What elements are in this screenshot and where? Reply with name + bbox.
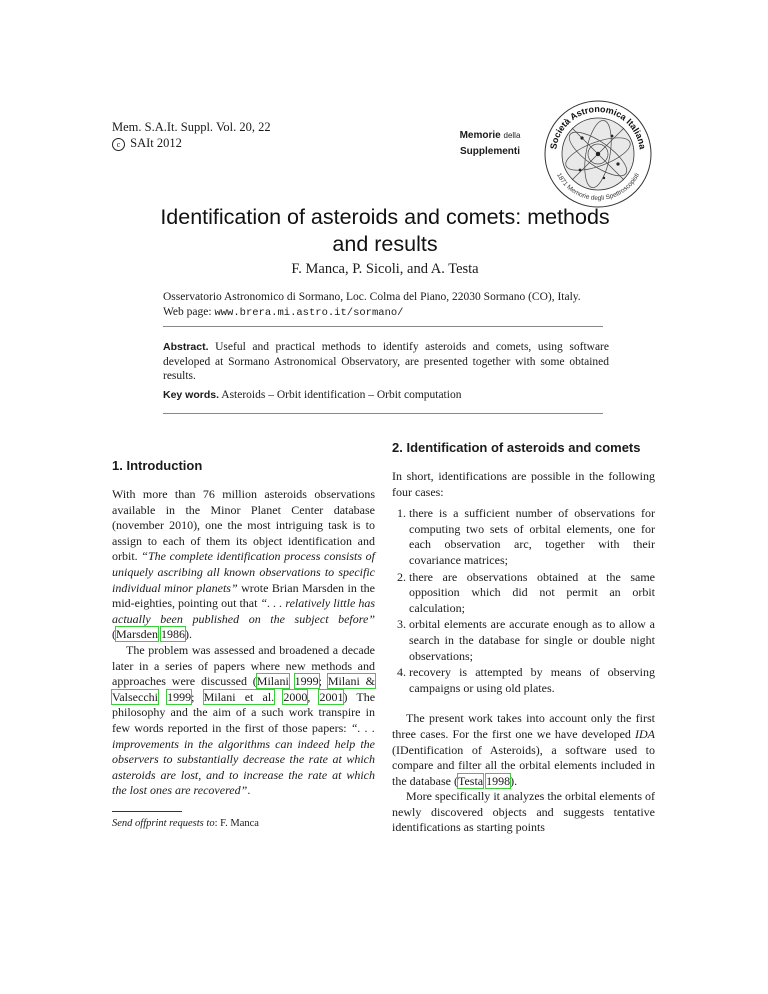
journal-header	[112, 119, 271, 151]
keywords	[163, 389, 609, 401]
paper-title	[80, 204, 690, 258]
keywords-text: Asteroids – Orbit identification – Orbit computation	[219, 389, 462, 401]
series-sub: Supplementi	[459, 146, 520, 157]
citation-link[interactable]: 1999	[294, 674, 319, 689]
citation-link[interactable]: 2001	[319, 689, 344, 704]
list-item: 4. recovery is attempted by means of observing campaigns or using old plates.	[409, 665, 655, 696]
paragraph: More specifically it analyzes the orbital elements of newly discovered objects and suggests tentative identifications as starting points	[392, 789, 655, 835]
footnote-rule	[112, 811, 182, 812]
abstract-label: Abstract.	[163, 341, 209, 353]
section-heading-introduction: 1. Introduction	[112, 458, 203, 473]
copyright-line	[112, 135, 271, 151]
footnote: Send offprint requests to: F. Manca	[112, 817, 259, 829]
paragraph: The problem was assessed and broadened a decade later in a series of papers where new methods and approaches were discussed (Milani 1999; Milani & Valsecchi 1999; Milani et al. 2000, 2001) The philosophy and the aim of a such work transpire in few words reported in the first of those papers: “. . . improvements in the algorithms can indeed help the observers to substantially decrease the rate at which asteroids are lost, and to increase the rate at which the lost ones are recovered”.	[112, 642, 376, 798]
citation-link[interactable]: 1986	[161, 627, 185, 642]
copyright-icon: c	[112, 138, 125, 151]
affiliation	[163, 290, 643, 320]
citation-link[interactable]: Testa	[457, 773, 484, 788]
list-item: 3. orbital elements are accurate enough as to allow a search in the database for single or double night observations;	[409, 617, 655, 664]
paragraph: With more than 76 million asteroids observations available in the Minor Planet Center database (november 2010), one the most intriguing task is to assign to each of them its object identification and orbit. “The complete identification process consists of uniquely ascribing all known observations to specific individual minor planets” wrote Brian Marsden in the mid-eighties, pointing out that “. . . relatively little has actually been published on the subject before” (Marsden 1986).	[112, 487, 376, 642]
logo-bottom-text: 1871 Memorie degli Spettroscopisti	[555, 172, 641, 203]
affiliation-address: Osservatorio Astronomico di Sormano, Loc. Colma del Piano, 22030 Sormano (CO), Italy.	[163, 291, 581, 303]
journal-citation: Mem. S.A.It. Suppl. Vol. 20, 22	[112, 120, 271, 134]
paragraph: The present work takes into account only the first three cases. For the first one we have developed IDA (IDentification of Asteroids), a software used to compare and filter all the orbital elements included in the database (Testa 1998).	[392, 711, 655, 788]
abstract-text: Useful and practical methods to identify asteroids and comets, using software developed at Sormano Astronomical Observatory, are presented together with some obtained results.	[163, 341, 609, 383]
citation-link[interactable]: Milani et al.	[203, 689, 275, 704]
citation-link[interactable]: 2000	[283, 689, 308, 704]
logo-top-text: Società Astronomica Italiana	[548, 103, 648, 150]
citation-link[interactable]: Milani & Valsecchi	[112, 674, 375, 704]
web-url-link[interactable]: www.brera.mi.astro.it/sormano/	[214, 306, 404, 319]
copyright-text: SAIt 2012	[130, 136, 182, 150]
keywords-label: Key words.	[163, 389, 220, 401]
series-della: della	[503, 131, 521, 140]
title-line-2: and results	[332, 232, 438, 256]
list-item: 1. there is a sufficient number of observations for computing two sets of orbital elements, one for each observation arc, together with their covariance matrices;	[409, 506, 655, 568]
title-line-1: Identification of asteroids and comets: methods	[160, 205, 610, 229]
divider-bottom	[163, 413, 603, 414]
citation-link[interactable]: Milani	[256, 674, 289, 689]
abstract	[163, 340, 609, 384]
section-heading-identification: 2. Identification of asteroids and comets	[392, 440, 641, 455]
divider-top	[163, 326, 603, 327]
affiliation-web	[163, 305, 643, 321]
left-column	[112, 458, 375, 831]
sait-logo	[542, 98, 654, 210]
paragraph: In short, identifications are possible in the following four cases:	[392, 469, 655, 499]
right-column	[392, 440, 655, 836]
web-label: Web page:	[163, 305, 215, 318]
list-item: 2. there are observations obtained at the same opposition which did not permit an orbit calculation;	[409, 570, 655, 617]
cases-list	[392, 506, 655, 696]
citation-link[interactable]: 1998	[486, 773, 511, 788]
authors: F. Manca, P. Sicoli, and A. Testa	[291, 261, 479, 277]
citation-link[interactable]: 1999	[167, 689, 192, 704]
series-label	[440, 128, 540, 160]
citation-link[interactable]: Marsden	[116, 627, 158, 642]
series-name: Memorie	[459, 130, 501, 141]
